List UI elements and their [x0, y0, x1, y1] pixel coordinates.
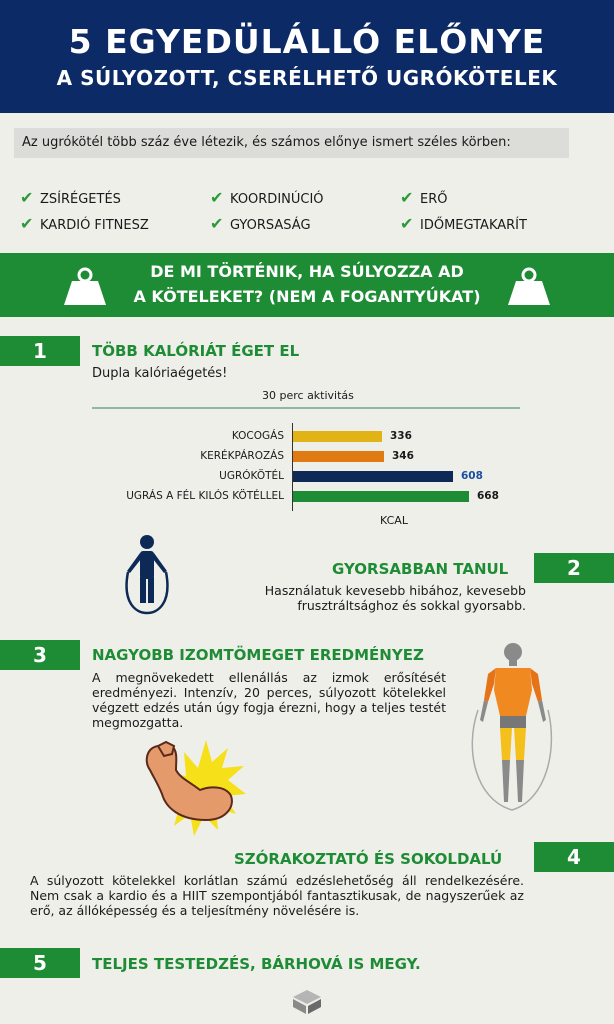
weight-icon [506, 267, 552, 307]
section-text-2: Használatuk kevesebb hibához, kevesebb frusztráltsághoz és sokkal gyorsabb. [264, 583, 526, 613]
question-banner [0, 253, 614, 317]
bar [293, 431, 382, 442]
bar-label: KOCOGÁS [231, 430, 284, 442]
bar [293, 491, 469, 502]
muscular-body-icon [466, 640, 560, 820]
benefit-label: GYORSASÁG [230, 218, 311, 233]
section-number-2: 2 [534, 553, 614, 583]
page-subtitle: A SÚLYOZOTT, CSERÉLHETŐ UGRÓKÖTELEK [56, 66, 558, 90]
check-icon: ✔ [20, 214, 34, 233]
section-number-1: 1 [0, 336, 80, 366]
jump-rope-figure-icon [118, 533, 176, 615]
section-number-4: 4 [534, 842, 614, 872]
section-number-3: 3 [0, 640, 80, 670]
benefit-item [400, 188, 447, 208]
bar-label: KERÉKPÁROZÁS [200, 450, 284, 462]
bar-label: UGRÓKÖTÉL [219, 470, 284, 482]
bar-value-label: 668 [477, 490, 499, 502]
benefit-label: ERŐ [420, 192, 448, 207]
header-banner [0, 0, 614, 113]
section-text-3: A megnövekedett ellenállás az izmok erősítését eredményezi. Intenzív, 20 perces, súlyozott kötelekkel végzett edzés után úgy fogja érezni, hogy a teljes testét megmozgatta. [92, 670, 446, 730]
benefit-label: KOORDINÚCIÓ [230, 192, 324, 207]
benefit-item [210, 214, 311, 234]
section-text-1: Dupla kalóriaégetés! [92, 366, 228, 381]
section-title-2: GYORSABBAN TANUL [332, 560, 509, 578]
section-title-1: TÖBB KALÓRIÁT ÉGET EL [92, 342, 300, 360]
flexed-arm-icon [136, 738, 248, 838]
bar [293, 471, 453, 482]
check-icon: ✔ [400, 214, 414, 233]
section-text-4: A súlyozott kötelekkel korlátlan számú edzéslehetőség áll rendelkezésére. Nem csak a kardio és a HIIT szempontjából fantasztikusak, de nagyszerűek az erő, az állóképesség és a teljesítmény növelésére is. [30, 873, 524, 918]
chart-x-label: KCAL [380, 514, 408, 527]
bar-value-label: 336 [390, 430, 412, 442]
chart-divider [92, 407, 520, 409]
benefit-label: ZSÍRÉGETÉS [40, 192, 121, 207]
bar-value-label: 608 [461, 470, 483, 482]
section-number-5: 5 [0, 948, 80, 978]
chart-title: 30 perc aktivitás [262, 389, 354, 402]
check-icon: ✔ [210, 188, 224, 207]
page-title: 5 EGYEDÜLÁLLÓ ELŐNYE [68, 22, 546, 61]
benefit-label: KARDIÓ FITNESZ [40, 218, 149, 233]
check-icon: ✔ [400, 188, 414, 207]
question-line-1: DE MI TÖRTÉNIK, HA SÚLYOZZA AD [150, 262, 464, 281]
check-icon: ✔ [20, 188, 34, 207]
benefit-item [20, 188, 121, 208]
logo-cube-icon [290, 988, 324, 1016]
benefit-item [20, 214, 149, 234]
section-title-4: SZÓRAKOZTATÓ ÉS SOKOLDALÚ [234, 850, 503, 868]
benefit-item [400, 214, 527, 234]
benefit-label: IDŐMEGTAKARÍT [420, 218, 527, 233]
benefit-item [210, 188, 324, 208]
bar-value-label: 346 [392, 450, 414, 462]
bar-label: UGRÁS A FÉL KILÓS KÖTÉLLEL [126, 490, 284, 502]
check-icon: ✔ [210, 214, 224, 233]
section-title-3: NAGYOBB IZOMTÖMEGET EREDMÉNYEZ [92, 646, 424, 664]
section-title-5: TELJES TESTEDZÉS, BÁRHOVÁ IS MEGY. [92, 955, 421, 973]
intro-text: Az ugrókötél több száz éve létezik, és számos előnye ismert széles körben: [14, 128, 569, 158]
bar [293, 451, 384, 462]
question-line-2: A KÖTELEKET? (NEM A FOGANTYÚKAT) [133, 287, 481, 306]
